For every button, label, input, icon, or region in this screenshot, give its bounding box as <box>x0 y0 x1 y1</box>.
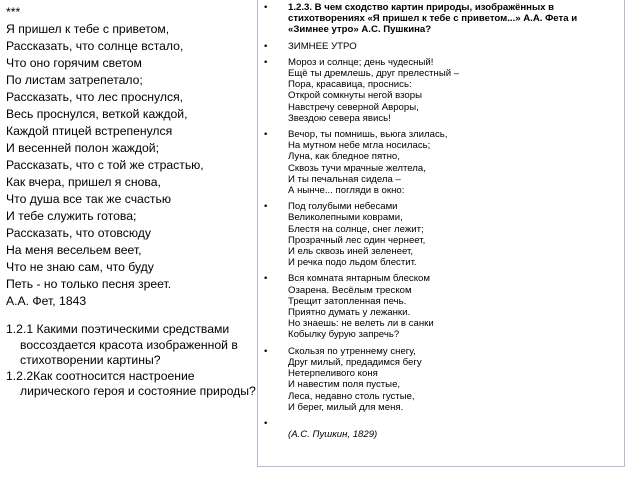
text-line: Ещё ты дремлешь, друг прелестный – <box>288 68 460 80</box>
list-item <box>258 2 624 36</box>
item-text <box>288 129 624 196</box>
bullet-icon: • <box>264 201 268 213</box>
poem-line: *** <box>6 5 21 19</box>
text-line: Пора, красавица, проснись: <box>288 79 412 91</box>
text-line: Звездою севера явись! <box>288 112 391 124</box>
bullet-icon: • <box>264 129 268 141</box>
list-item <box>258 41 624 52</box>
text-line: И речка подо льдом блестит. <box>288 257 417 269</box>
poem-line: Как вчера, пришел я снова, <box>6 175 161 189</box>
poem-line: Петь - но только песня зреет. <box>6 277 172 291</box>
item-text <box>288 41 624 52</box>
poem-line: Что не знаю сам, что буду <box>6 260 154 274</box>
left-panel <box>6 4 256 400</box>
text-line: А нынче... погляди в окно: <box>288 185 405 197</box>
poem-line: И весенней полон жаждой; <box>6 141 159 155</box>
text-line: Леса, недавно столь густые, <box>288 390 415 402</box>
text-line: Вечор, ты помнишь, вьюга злилась, <box>288 129 448 141</box>
list-item <box>258 57 624 124</box>
poem-line: Я пришел к тебе с приветом, <box>6 22 170 36</box>
poem-line: Рассказать, что с той же страстью, <box>6 158 204 172</box>
item-text <box>288 273 624 340</box>
text-line: Великолепными коврами, <box>288 212 403 224</box>
text-line: И навестим поля пустые, <box>288 379 401 391</box>
poem-line: Что оно горячим светом <box>6 56 142 70</box>
question-2: 1.2.2Как соотносится настроение лирического героя и состояние природы? <box>6 368 256 398</box>
text-line: Сквозь тучи мрачные желтела, <box>288 162 426 174</box>
text-line: Прозрачный лес один чернеет, <box>288 234 426 246</box>
text-line: Навстречу северной Авроры, <box>288 101 419 113</box>
text-line: «Зимнее утро» А.С. Пушкина? <box>288 24 432 36</box>
pushkin-list <box>258 2 624 440</box>
poem-line: Рассказать, что солнце встало, <box>6 39 184 53</box>
poem-author: А.А. Фет, 1843 <box>6 294 87 308</box>
poem-line: По листам затрепетало; <box>6 73 143 87</box>
text-line: Друг милый, предадимся бегу <box>288 356 422 368</box>
text-line: стихотворениях «Я пришел к тебе с приветом...» А.А. Фета и <box>288 13 578 25</box>
text-line: 1.2.3. В чем сходство картин природы, изображённых в <box>288 2 555 13</box>
bullet-icon: • <box>264 345 268 357</box>
bullet-icon: • <box>264 273 268 285</box>
questions-list <box>6 322 256 400</box>
fet-poem <box>6 4 256 293</box>
poem-line: Что душа все так же счастью <box>6 192 171 206</box>
poem-line: Рассказать, что отовсюду <box>6 226 151 240</box>
item-text <box>288 57 624 124</box>
right-panel <box>257 0 625 467</box>
list-item <box>258 418 624 440</box>
text-line: И ты печальная сидела – <box>288 173 401 185</box>
item-text <box>288 201 624 268</box>
text-line: И ель сквозь иней зеленеет, <box>288 246 414 258</box>
text-line: Открой сомкнуты негой взоры <box>288 90 422 102</box>
text-line: Приятно думать у лежанки. <box>288 307 411 319</box>
poem-line: Рассказать, что лес проснулся, <box>6 90 184 104</box>
text-line: И берег, милый для меня. <box>288 401 404 413</box>
poem-line: И тебе служить готова; <box>6 209 137 223</box>
text-line: ЗИМНЕЕ УТРО <box>288 40 357 52</box>
list-item <box>258 201 624 268</box>
text-line: На мутном небе мгла носилась; <box>288 140 431 152</box>
text-line: Трещит затопленная печь. <box>288 295 407 307</box>
text-line: (А.С. Пушкин, 1829) <box>288 429 378 441</box>
bullet-icon: • <box>264 417 268 429</box>
bullet-icon: • <box>264 40 268 52</box>
poem-line: На меня весельем веет, <box>6 243 142 257</box>
list-item <box>258 129 624 196</box>
question-1: 1.2.1 Какими поэтическими средствами воссоздается красота изображенной в стихотворении картины? <box>6 322 238 367</box>
poem-line: Каждой птицей встрепенулся <box>6 124 173 138</box>
text-line: Кобылку бурую запречь? <box>288 329 400 341</box>
text-line: Озарена. Весёлым треском <box>288 284 412 296</box>
list-item <box>258 346 624 413</box>
text-line: Под голубыми небесами <box>288 201 398 213</box>
text-line: Луна, как бледное пятно, <box>288 151 400 163</box>
item-text <box>288 418 624 440</box>
text-line: Вся комната янтарным блеском <box>288 273 430 285</box>
bullet-icon: • <box>264 2 268 13</box>
text-line: Скользя по утреннему снегу, <box>288 345 416 357</box>
text-line: Блестя на солнце, снег лежит; <box>288 223 424 235</box>
list-item <box>258 273 624 340</box>
text-line: Но знаешь: не велеть ли в санки <box>288 318 434 330</box>
item-text <box>288 346 624 413</box>
text-line: Мороз и солнце; день чудесный! <box>288 56 434 68</box>
bullet-icon: • <box>264 56 268 68</box>
item-text <box>288 2 624 36</box>
poem-line: Весь проснулся, веткой каждой, <box>6 107 188 121</box>
text-line: Нетерпеливого коня <box>288 368 378 380</box>
